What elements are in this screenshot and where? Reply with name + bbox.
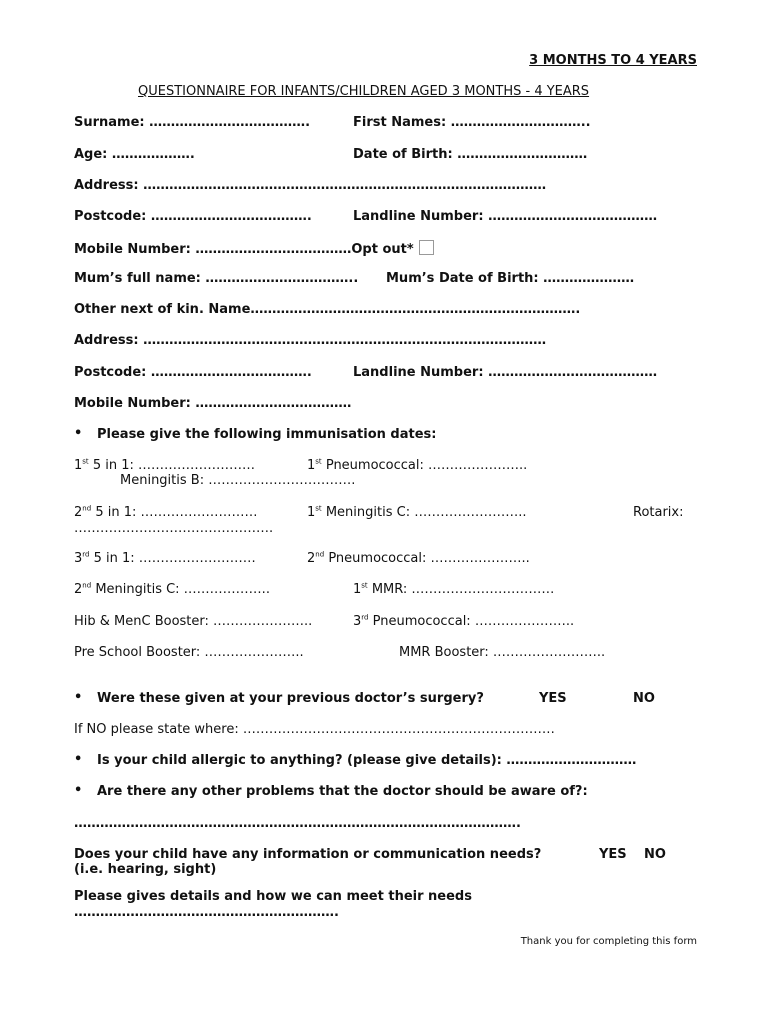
age-field[interactable]: Age: ……………….: [74, 147, 195, 162]
thank-you-note: Thank you for completing this form: [520, 936, 697, 947]
bullet-icon: •: [74, 690, 83, 705]
opt-out-checkbox[interactable]: [419, 240, 434, 255]
second-pneumococcal-field[interactable]: 2nd Pneumococcal: …………………..: [307, 550, 530, 566]
bullet-icon: •: [74, 752, 83, 767]
postcode2-field[interactable]: Postcode: ……………………………….: [74, 365, 312, 380]
needs-details-label: Please gives details and how we can meet their needs: [74, 889, 472, 904]
communication-hint: (i.e. hearing, sight): [74, 862, 217, 877]
bullet-icon: •: [74, 783, 83, 798]
rotarix-label: Rotarix:: [633, 505, 684, 520]
bullet-icon: •: [74, 426, 83, 441]
postcode-field[interactable]: Postcode: ……………………………….: [74, 209, 312, 224]
landline2-field[interactable]: Landline Number: …………………………………: [353, 365, 658, 380]
surname-field[interactable]: Surname: ……………………………….: [74, 115, 311, 130]
third-5in1-field[interactable]: 3rd 5 in 1: ………………………: [74, 550, 256, 566]
hib-menc-booster-field[interactable]: Hib & MenC Booster: …………………..: [74, 614, 313, 629]
address-field[interactable]: Address: …………………………………………………………………………………: [74, 178, 547, 193]
communication-yes[interactable]: YES: [599, 847, 627, 862]
next-of-kin-field[interactable]: Other next of kin. Name………………………………………………………………….: [74, 302, 581, 317]
first-5in1-field[interactable]: 1st 5 in 1: ………………………: [74, 457, 255, 473]
first-mmr-field[interactable]: 1st MMR: ……………………………: [353, 581, 555, 597]
immunisation-heading: Please give the following immunisation dates:: [97, 427, 437, 442]
mobile2-field[interactable]: Mobile Number: ………………………………: [74, 396, 352, 411]
second-5in1-field[interactable]: 2nd 5 in 1: ………………………: [74, 504, 258, 520]
age-range-heading: 3 MONTHS TO 4 YEARS: [529, 53, 697, 68]
second-meningitis-c-field[interactable]: 2nd Meningitis C: ………………..: [74, 581, 270, 597]
if-no-field[interactable]: If NO please state where: ………………………………………………………………: [74, 722, 555, 737]
mmr-booster-field[interactable]: MMR Booster: ……………………..: [399, 645, 606, 660]
other-problems-field[interactable]: ………………………………………………………………………………………….: [74, 816, 521, 831]
address2-field[interactable]: Address: …………………………………………………………………………………: [74, 333, 547, 348]
third-pneumococcal-field[interactable]: 3rd Pneumococcal: …………………..: [353, 613, 575, 629]
questionnaire-title: QUESTIONNAIRE FOR INFANTS/CHILDREN AGED 3 MONTHS - 4 YEARS: [138, 84, 590, 99]
previous-surgery-yes[interactable]: YES: [539, 691, 567, 706]
previous-surgery-no[interactable]: NO: [633, 691, 655, 706]
meningitis-b-field[interactable]: Meningitis B: …………………………….: [120, 473, 356, 488]
rotarix-field[interactable]: ……………………………………….: [74, 521, 274, 536]
date-of-birth-field[interactable]: Date of Birth: …………………………: [353, 147, 588, 162]
pre-school-booster-field[interactable]: Pre School Booster: …………………..: [74, 645, 304, 660]
previous-surgery-question: Were these given at your previous doctor’s surgery?: [97, 691, 484, 706]
first-meningitis-c-field[interactable]: 1st Meningitis C: ……………………..: [307, 504, 527, 520]
mums-dob-field[interactable]: Mum’s Date of Birth: …………………: [386, 271, 635, 286]
other-problems-question: Are there any other problems that the doctor should be aware of?:: [97, 784, 588, 799]
first-names-field[interactable]: First Names: …………………………..: [353, 115, 591, 130]
communication-question: Does your child have any information or communication needs?: [74, 847, 542, 862]
opt-out-label: Opt out*: [351, 242, 414, 257]
needs-details-field[interactable]: …………………………………………………….: [74, 905, 339, 920]
allergy-field[interactable]: Is your child allergic to anything? (please give details): …………………………: [97, 753, 637, 768]
first-pneumococcal-field[interactable]: 1st Pneumococcal: …………………..: [307, 457, 528, 473]
mums-name-field[interactable]: Mum’s full name: ……………………………..: [74, 271, 359, 286]
mobile-field[interactable]: Mobile Number: ………………………………: [74, 242, 352, 257]
communication-no[interactable]: NO: [644, 847, 666, 862]
landline-field[interactable]: Landline Number: …………………………………: [353, 209, 658, 224]
mobile-row: [74, 240, 434, 258]
